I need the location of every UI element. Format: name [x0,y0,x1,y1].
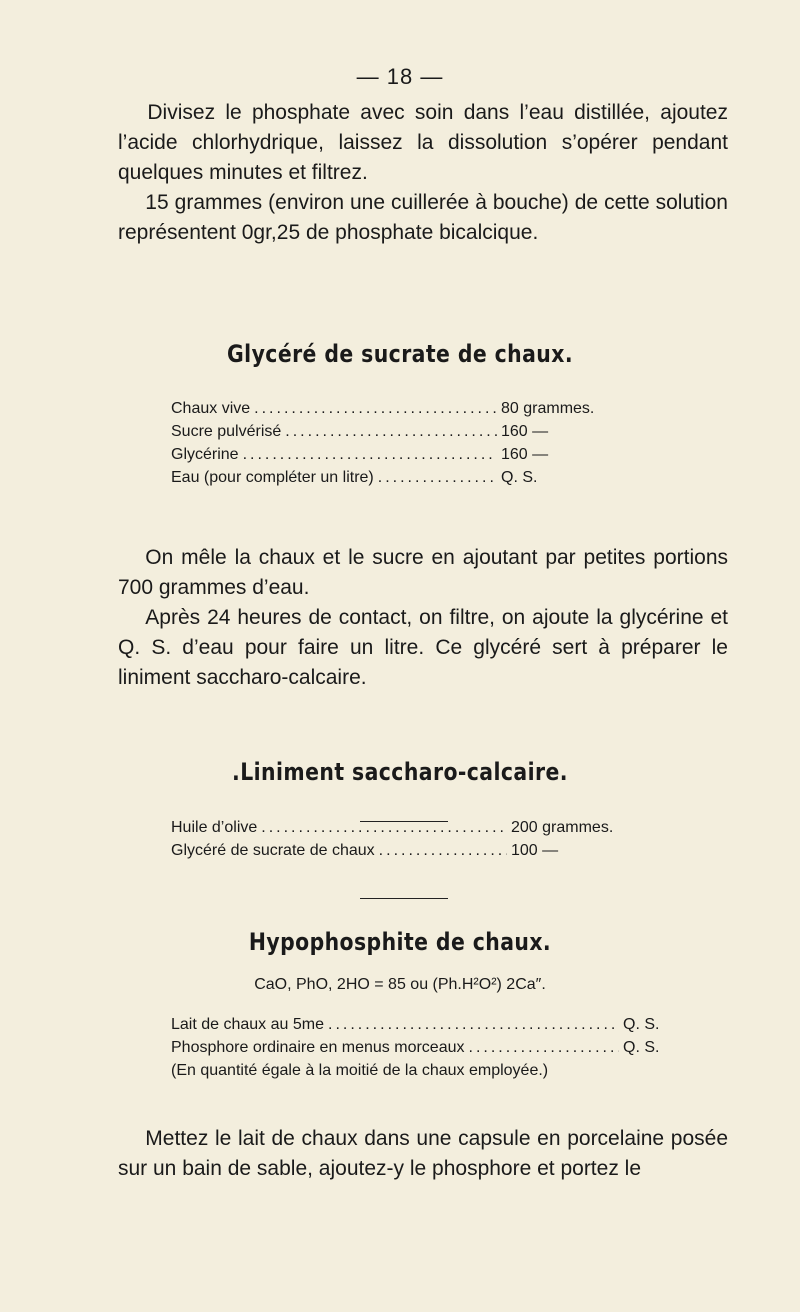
ingredient-name: Phosphore ordinaire en menus morceaux [171,1039,465,1056]
chemical-formula: CaO, PhO, 2HO = 85 ou (Ph.H²O²) 2Ca″. [254,976,546,993]
formula-row [171,443,621,466]
intro-text [118,98,728,248]
ingredient-quantity: 160 — [501,423,549,440]
section-title-hypophosphite: Hypophosphite de chaux. [248,928,552,956]
ingredient-quantity: 160 — [501,446,549,463]
formula-row [171,1013,671,1036]
glycere-text [118,543,728,693]
formula-row [171,839,631,862]
hypophosphite-paragraph: Mettez le lait de chaux dans une capsule en porcelaine posée sur un bain de sable, ajoutez-y le phosphore et portez le [118,1127,728,1180]
ingredient-quantity: Q. S. [623,1039,660,1056]
formula-row [171,816,631,839]
ingredient-quantity: 200 grammes. [511,819,614,836]
intro-paragraph-1: Divisez le phosphate avec soin dans l’eau distillée, ajoutez l’acide chlorhydrique, laissez la dissolution s’opérer pendant quelques minutes et filtrez. [118,101,728,184]
ingredient-name: Lait de chaux au 5me [171,1016,324,1033]
formula-row [171,466,621,489]
formula-row [171,1036,671,1059]
intro-paragraph-2: 15 grammes (environ une cuillerée à bouche) de cette solution représentent 0gr,25 de phosphate bicalcique. [118,191,728,244]
ingredient-quantity: 80 grammes. [501,400,595,417]
page-number: — 18 — [356,64,444,89]
glycere-paragraph-2: Après 24 heures de contact, on filtre, on ajoute la glycérine et Q. S. d’eau pour faire un litre. Ce glycéré sert à préparer le liniment saccharo-calcaire. [118,606,728,689]
ingredient-name: Sucre pulvérisé [171,423,282,440]
ingredient-quantity: Q. S. [501,469,538,486]
ingredient-name: Glycéré de sucrate de chaux [171,842,375,859]
glycere-paragraph-1: On mêle la chaux et le sucre en ajoutant par petites portions 700 grammes d’eau. [118,546,728,599]
ingredient-quantity: Q. S. [623,1016,660,1033]
formula-note: (En quantité égale à la moitié de la chaux employée.) [171,1062,549,1079]
ingredient-name: Chaux vive [171,400,251,417]
hypophosphite-text [118,1124,728,1184]
formula-glycere [171,397,621,489]
section-title-liniment: .Liniment saccharo-calcaire. [232,758,568,786]
divider [360,898,448,899]
formula-row [171,397,621,420]
ingredient-name: Eau (pour compléter un litre) [171,469,374,486]
ingredient-quantity: 100 — [511,842,559,859]
formula-row [171,420,621,443]
ingredient-name: Huile d’olive [171,819,258,836]
section-title-glycere: Glycéré de sucrate de chaux. [226,340,574,368]
ingredient-name: Glycérine [171,446,239,463]
formula-liniment [171,816,631,862]
formula-hypophosphite [171,1013,671,1082]
